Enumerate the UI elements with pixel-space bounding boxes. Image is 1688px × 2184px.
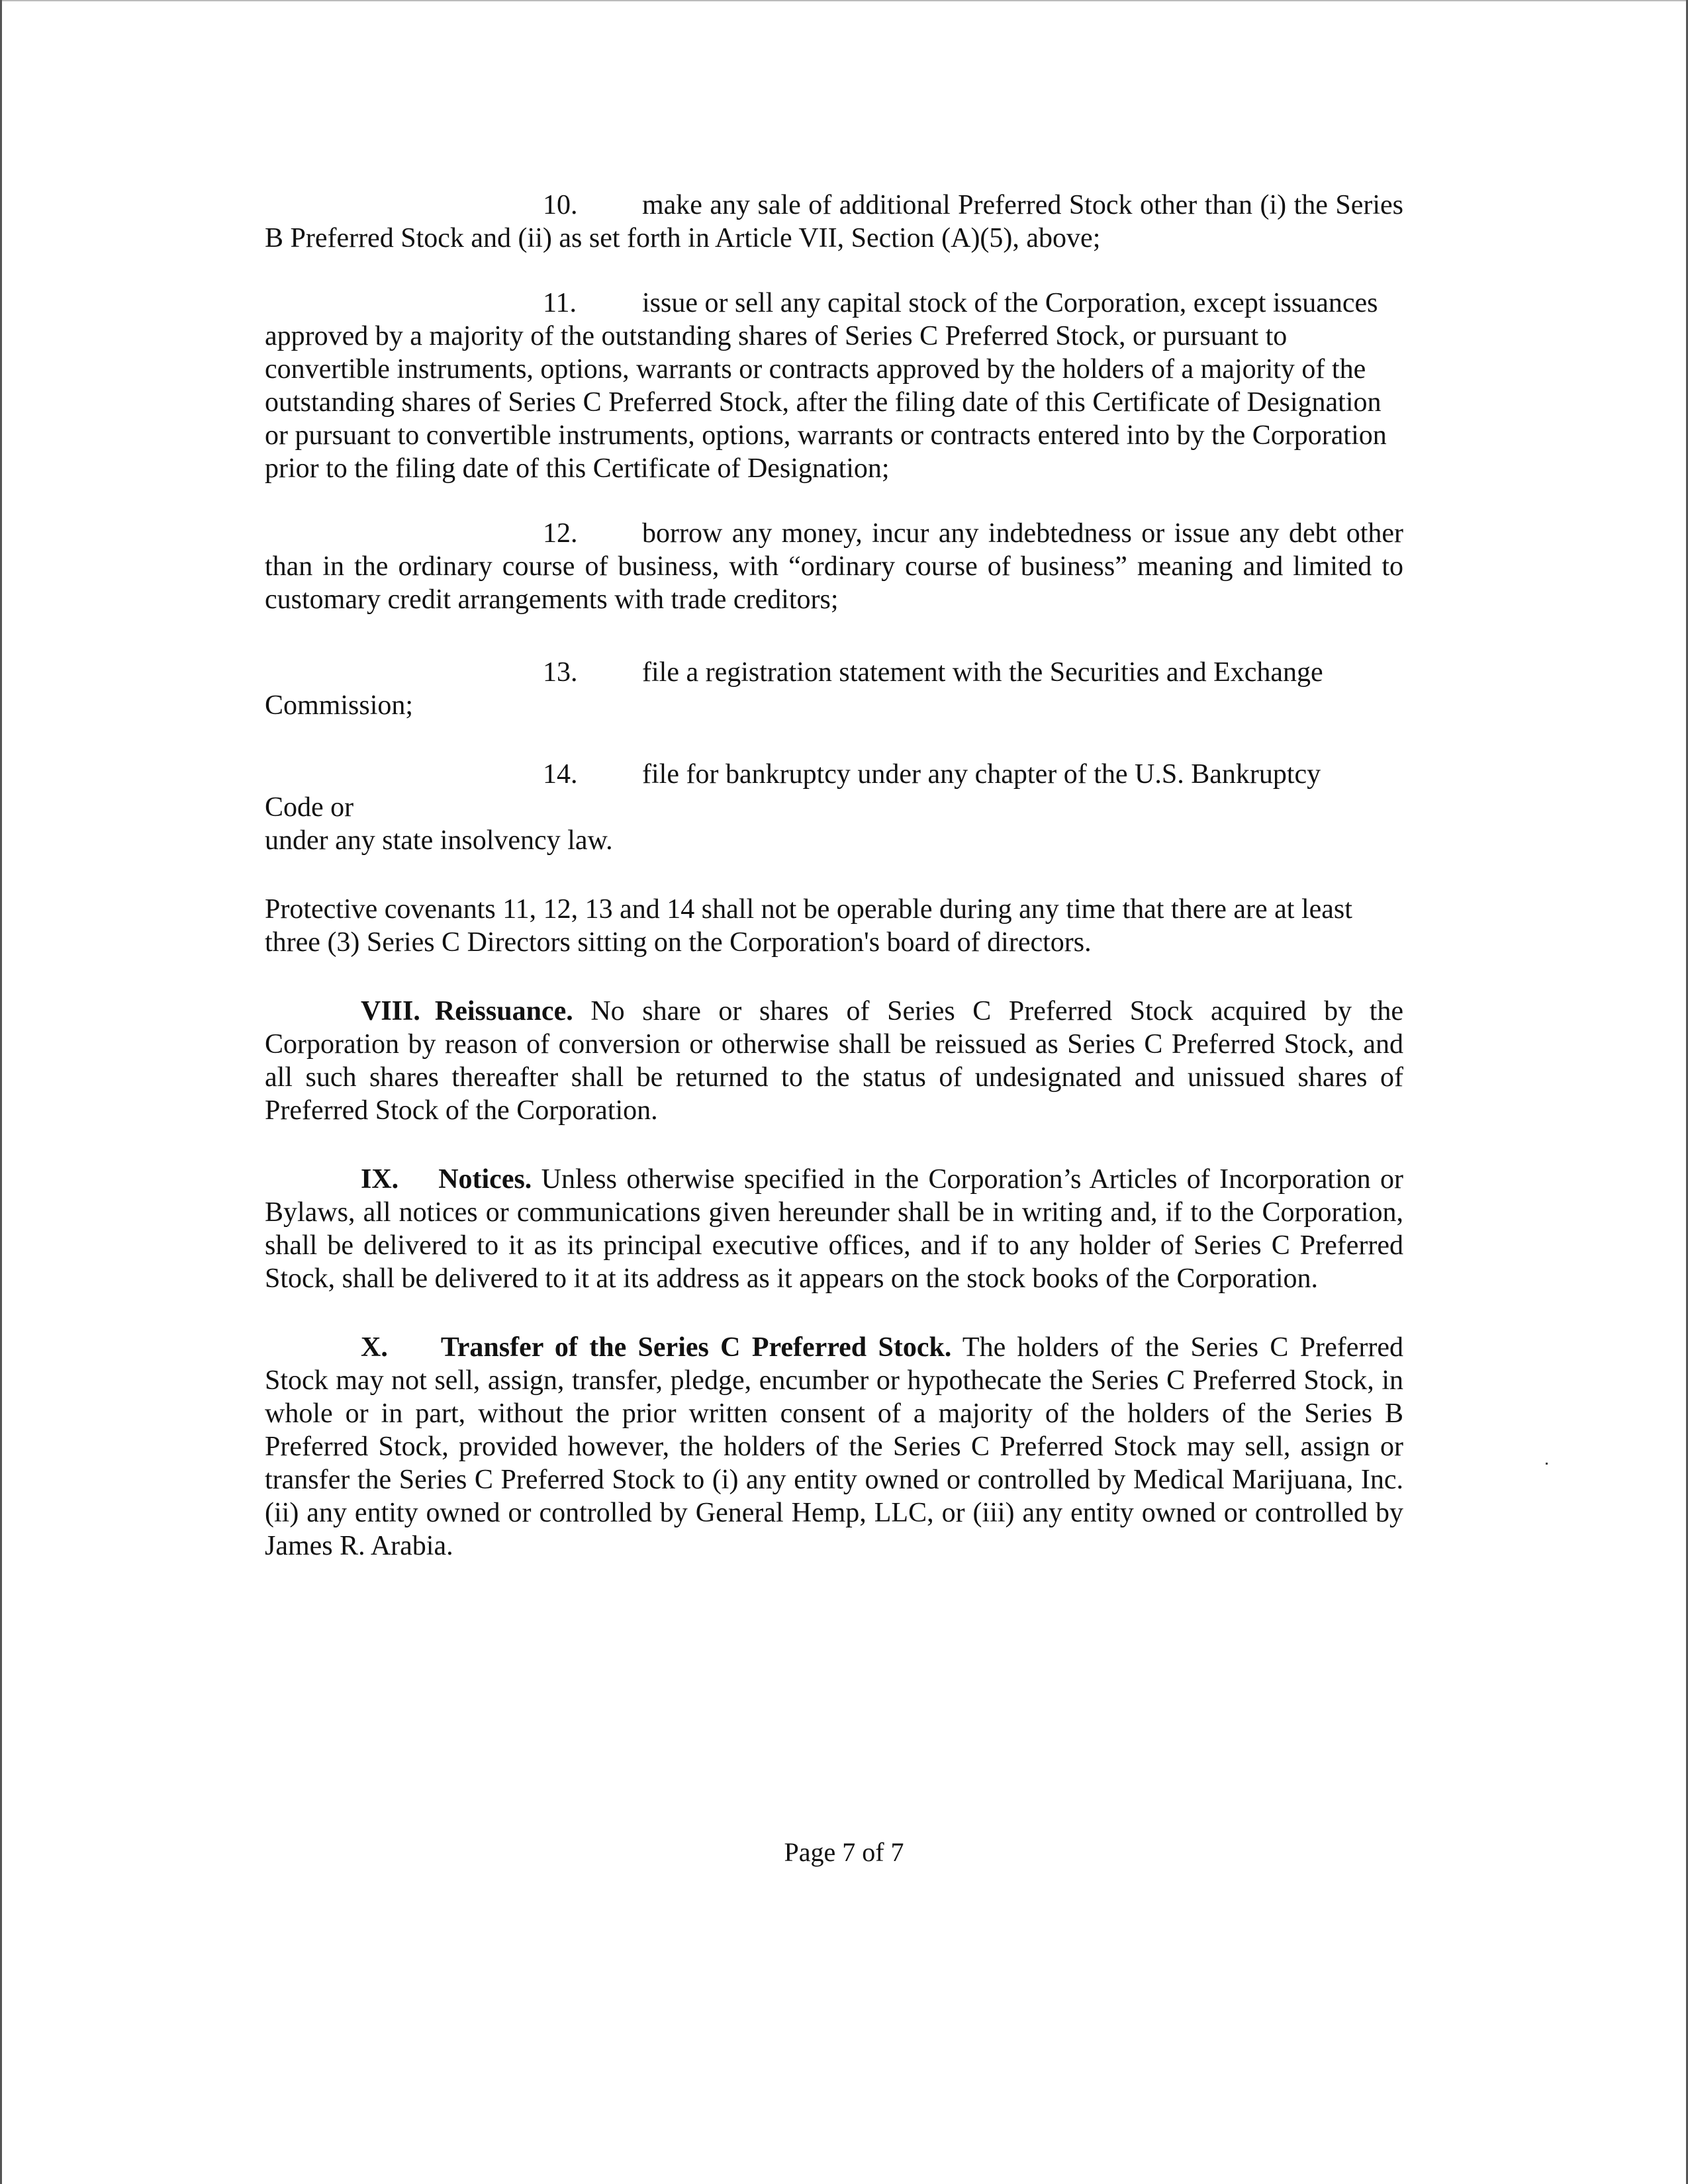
document-body: [265, 189, 1403, 1563]
covenant-item-13: [265, 656, 1403, 722]
covenant-text: file for bankruptcy under any chapter of the U.S. Bankruptcy: [642, 759, 1321, 790]
section-heading: Transfer of the Series C Preferred Stock.: [440, 1332, 952, 1363]
covenant-text: issue or sell any capital stock of the Corporation, except issuances approved by a majority of the outstanding shares of Series C Preferred Stock, or pursuant to convertible instruments, options, warrants or contracts approved by the holders of a majority of the outstanding shares of Series C Preferred Stock, after the filing date of this Certificate of Designation or pursuant to convertible instruments, options, warrants or contracts entered into by the Corporation prior to the filing date of this Certificate of Designation;: [265, 288, 1387, 484]
covenant-number: 14.: [543, 759, 578, 790]
section-viii-reissuance: [265, 995, 1403, 1127]
section-heading: Reissuance.: [434, 996, 573, 1026]
covenant-text: make any sale of additional Preferred Stock other than (i) the Series B Preferred Stock and (ii) as set forth in Article VII, Section (A)(5), above;: [265, 190, 1403, 253]
section-ix-notices: [265, 1163, 1403, 1295]
protective-covenants-note: Protective covenants 11, 12, 13 and 14 shall not be operable during any time that there are at least three (3) Series C Directors sitting on the Corporation's board of directors.: [265, 894, 1352, 958]
covenant-number: 11.: [543, 288, 577, 318]
section-heading: Notices.: [438, 1164, 532, 1195]
section-text: The holders of the Series C Preferred Stock may not sell, assign, transfer, pledge, encumber or hypothecate the Series C Preferred Stock, in whole or in part, without the prior written consent of a majority of the holders of the Series B Preferred Stock, provided however, the holders of the Series C Preferred Stock may sell, assign or transfer the Series C Preferred Stock to (i) any entity owned or controlled by Medical Marijuana, Inc. (ii) any entity owned or controlled by General Hemp, LLC, or (iii) any entity owned or controlled by James R. Arabia.: [265, 1332, 1404, 1561]
covenant-item-11: [265, 287, 1403, 485]
covenant-text: file a registration statement with the Securities and Exchange: [642, 657, 1323, 688]
covenant-item-14: [265, 758, 1403, 857]
covenant-number: 10.: [543, 190, 578, 220]
section-number: VIII.: [361, 996, 420, 1026]
covenant-item-12: [265, 517, 1403, 616]
covenant-item-10: [265, 189, 1403, 255]
section-number: X.: [361, 1332, 388, 1363]
section-x-transfer: [265, 1331, 1403, 1563]
covenant-number: 12.: [543, 518, 578, 549]
covenant-continuation-2: under any state insolvency law.: [265, 825, 613, 856]
section-text: No share or shares of Series C Preferred Stock acquired by the Corporation by reason of conversion or otherwise shall be reissued as Series C Preferred Stock, and all such shares thereafter shall be returned to the status of undesignated and unissued shares of Preferred Stock of the Corporation.: [265, 996, 1404, 1126]
covenant-text: borrow any money, incur any indebtedness or issue any debt other than in the ordinary course of business, with “ordinary course of business” meaning and limited to customary credit arrangements with trade creditors;: [265, 518, 1403, 615]
section-number: IX.: [361, 1164, 399, 1195]
scan-speck: [1546, 1463, 1548, 1465]
page-number: Page 7 of 7: [784, 1837, 904, 1867]
section-text: Unless otherwise specified in the Corporation’s Articles of Incorporation or Bylaws, all notices or communications given hereunder shall be in writing and, if to the Corporation, shall be delivered to it as its principal executive offices, and if to any holder of Series C Preferred Stock, shall be delivered to it at its address as it appears on the stock books of the Corporation.: [265, 1164, 1404, 1294]
covenant-number: 13.: [543, 657, 578, 688]
covenant-continuation: Code or: [265, 792, 354, 823]
page-top-edge: [0, 0, 1688, 1]
covenant-continuation: Commission;: [265, 690, 414, 721]
